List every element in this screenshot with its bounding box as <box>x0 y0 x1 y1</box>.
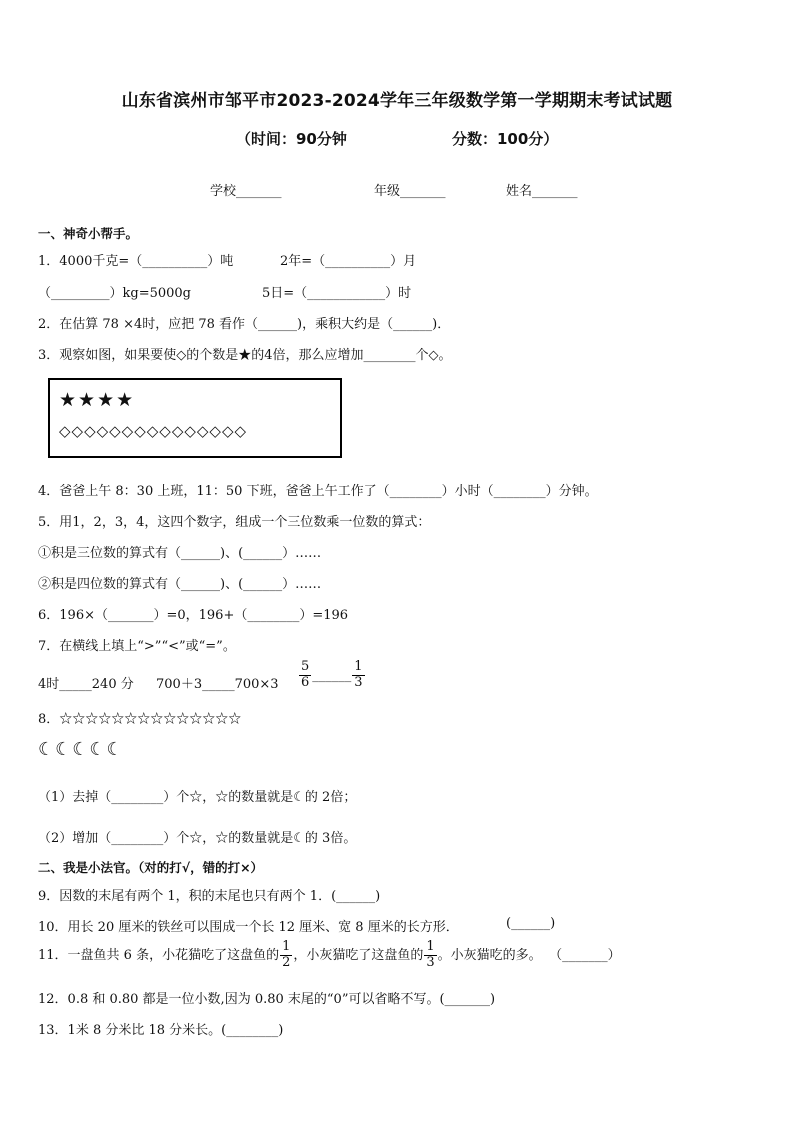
question-3-figure <box>48 378 342 458</box>
question-5-stem: 5．用1，2，3，4，这四个数字，组成一个三位数乘一位数的算式： <box>38 515 431 530</box>
fraction-1-3b: $\frac{1}{3}$ <box>426 939 435 970</box>
question-4: 4．爸爸上午 8：30 上班，11：50 下班，爸爸上午工作了（________）小时（________）分钟。 <box>38 484 598 499</box>
question-8a: （1）去掉（________）个☆，☆的数量就是☾的 2倍； <box>38 790 357 805</box>
question-5b: ②积是四位数的算式有（______)、(______）…… <box>38 577 322 592</box>
question-7b: 700＋3_____700×3 <box>156 677 279 692</box>
question-12: 12．0.8 和 0.80 都是一位小数,因为 0.80 末尾的“0”可以省略不写。(_______) <box>38 992 496 1007</box>
question-13: 13．1米 8 分米比 18 分米长。(________) <box>38 1023 284 1038</box>
question-7c: $\frac{5}{6}$ ______ $\frac{1}{3}$ <box>301 659 363 690</box>
question-1d: 5日=（____________）时 <box>262 286 412 301</box>
question-1c: （_________）kg=5000g <box>38 286 191 301</box>
question-2: 2．在估算 78 ×4时，应把 78 看作（______)，乘积大约是（______)． <box>38 317 451 332</box>
fraction-5-6: $\frac{5}{6}$ <box>301 659 310 690</box>
question-3: 3．观察如图，如果要使◇的个数是★的4倍，那么应增加________个◇。 <box>38 348 452 363</box>
grade-field: 年级_______ <box>374 184 446 199</box>
name-field: 姓名_______ <box>506 184 578 199</box>
score-label: 分数：100分） <box>452 130 559 148</box>
fraction-1-2: $\frac{1}{2}$ <box>282 939 291 970</box>
question-6: 6．196×（_______）=0，196+（________）=196 <box>38 608 349 623</box>
stars-row: ★★★★ <box>59 389 136 411</box>
school-field: 学校_______ <box>210 184 282 199</box>
question-11: 11．一盘鱼共 6 条，小花猫吃了这盘鱼的 $\frac{1}{2}$ ，小灰猫吃了这盘鱼的 $\frac{1}{3}$ 。小灰猫吃的多。 （_______） <box>38 939 621 970</box>
moons-row: ☾☾☾☾☾ <box>38 739 124 760</box>
question-7-stem: 7．在横线上填上“>”“<”或“=”。 <box>38 639 236 654</box>
question-7a: 4时_____240 分 <box>38 677 134 692</box>
question-5a: ①积是三位数的算式有（______)、(______）…… <box>38 546 322 561</box>
question-8-stem: 8．☆☆☆☆☆☆☆☆☆☆☆☆☆☆ <box>38 712 242 727</box>
question-9: 9．因数的末尾有两个 1，积的末尾也只有两个 1．(______) <box>38 889 381 904</box>
time-label: （时间：90分钟 <box>236 130 347 148</box>
section-1-heading: 一、神奇小帮手。 <box>38 226 139 241</box>
question-10-blank: (______) <box>506 916 556 931</box>
question-1b: 2年=（__________）月 <box>280 254 417 269</box>
diamonds-row: ◇◇◇◇◇◇◇◇◇◇◇◇◇◇◇ <box>59 422 248 440</box>
question-1a: 1．4000千克=（__________）吨 <box>38 254 234 269</box>
question-10: 10．用长 20 厘米的铁丝可以围成一个长 12 厘米、宽 8 厘米的长方形． <box>38 920 459 935</box>
section-2-heading: 二、我是小法官。（对的打√，错的打×） <box>38 860 264 875</box>
fraction-1-3: $\frac{1}{3}$ <box>354 659 363 690</box>
question-8b: （2）增加（________）个☆，☆的数量就是☾的 3倍。 <box>38 831 357 846</box>
page-title: 山东省滨州市邹平市2023-2024学年三年级数学第一学期期末考试试题 <box>121 91 673 111</box>
